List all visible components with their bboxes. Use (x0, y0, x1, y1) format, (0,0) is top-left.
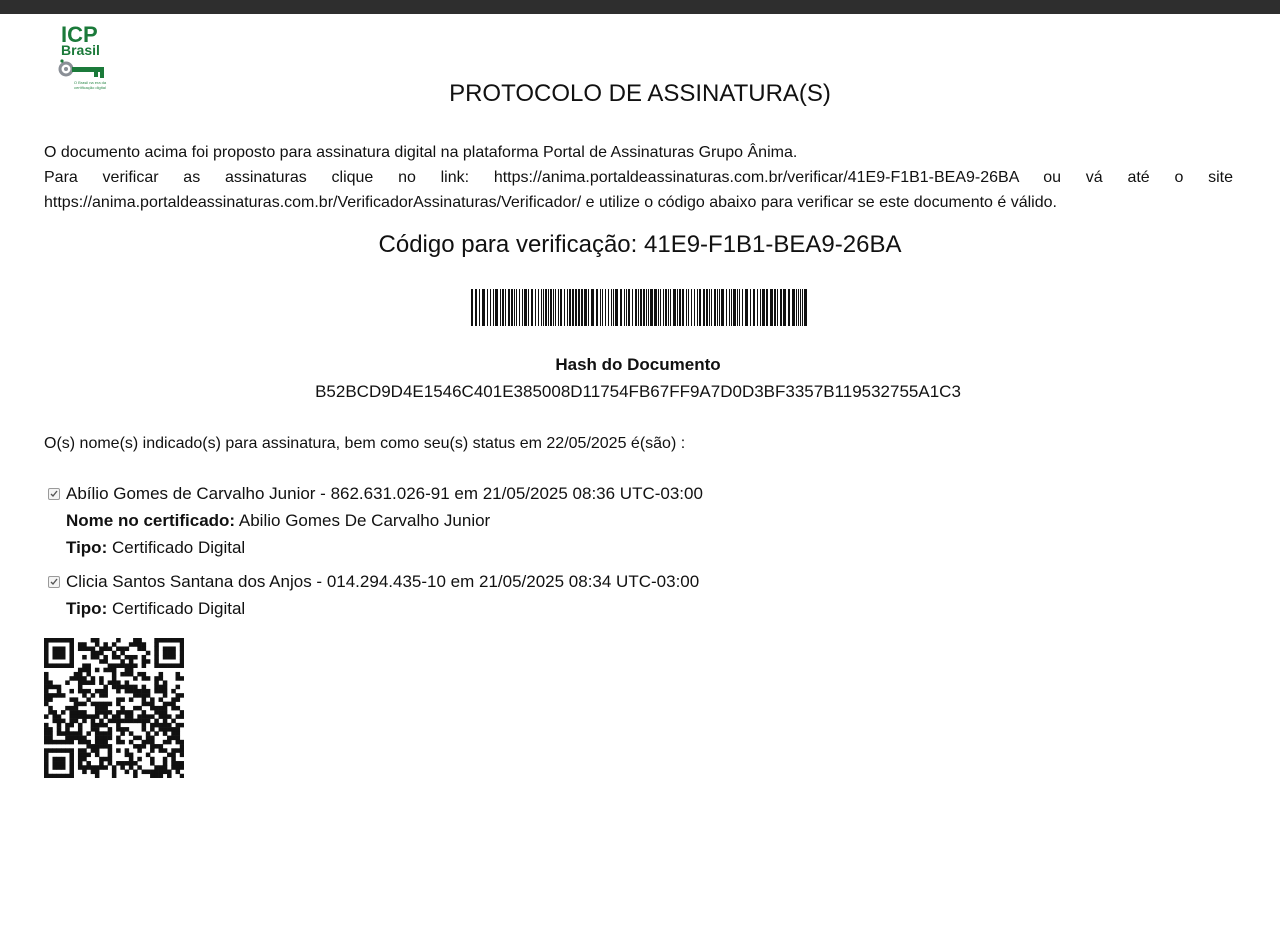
intro-paragraph-2: Para verificar as assinaturas clique no link: https://anima.portaldeassinaturas.com.br/verificar/41E9-F1B1-BEA9-26BA ou vá até o site https://anima.portaldeassinaturas.com.br/VerificadorAssinaturas/Verificador/ e utilize o código abaixo para verificar se este documento é válido. (44, 169, 1233, 211)
qr-code (44, 638, 184, 778)
page-title: PROTOCOLO DE ASSINATURA(S) (449, 80, 831, 107)
type-value: Certificado Digital (111, 538, 246, 557)
intro-paragraph-1: O documento acima foi proposto para assinatura digital na plataforma Portal de Assinaturas Grupo Ânima. (44, 144, 798, 161)
verification-code: Código para verificação: 41E9-F1B1-BEA9-26BA (378, 231, 902, 258)
key-icon (58, 58, 110, 80)
barcode (471, 289, 807, 326)
status-line: O(s) nome(s) indicado(s) para assinatura, bem como seu(s) status em 22/05/2025 é(são) : (44, 435, 686, 452)
checkbox-checked-icon (48, 488, 60, 500)
logo-tagline: O Brasil na era da certificação digital (73, 80, 107, 90)
type-label: Tipo: (66, 599, 108, 618)
intro-text (44, 140, 1233, 215)
checkbox-checked-icon (48, 576, 60, 588)
type-label: Tipo: (66, 538, 108, 557)
logo-text-icp: ICP (61, 22, 98, 47)
certificate-name-label: Nome no certificado: (66, 511, 236, 530)
signer-2 (46, 568, 699, 622)
hash-value: B52BCD9D4E1546C401E385008D11754FB67FF9A7D0D3BF3357B119532755A1C3 (315, 382, 961, 401)
type-value: Certificado Digital (111, 599, 246, 618)
top-bar (0, 0, 1280, 14)
signer-1 (46, 480, 703, 561)
certificate-name-value: Abilio Gomes De Carvalho Junior (238, 511, 491, 530)
logo-text-brasil: Brasil (61, 42, 100, 58)
hash-label: Hash do Documento (555, 355, 721, 374)
signer-line: Abílio Gomes de Carvalho Junior - 862.631.026-91 em 21/05/2025 08:36 UTC-03:00 (66, 484, 703, 503)
signer-line: Clicia Santos Santana dos Anjos - 014.294.435-10 em 21/05/2025 08:34 UTC-03:00 (66, 572, 700, 591)
